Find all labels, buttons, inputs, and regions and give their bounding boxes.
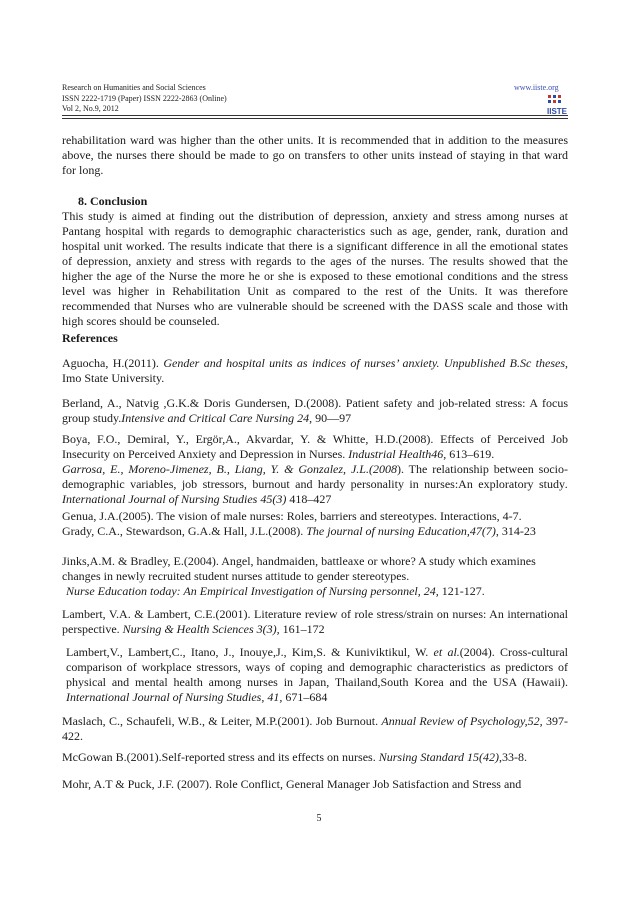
- ref-boya: Boya, F.O., Demiral, Y., Ergör,A., Akvardar, Y. & Whitte, H.D.(2008). Effects of Perceived Job Insecurity on Perceived Anxiety and Depression in Nurses. Industrial Health46, 613–619.: [62, 432, 568, 461]
- references-heading: References: [62, 331, 118, 345]
- journal-title: Research on Humanities and Social Sciences: [62, 83, 206, 92]
- issn-line: ISSN 2222-1719 (Paper) ISSN 2222-2863 (Online): [62, 93, 227, 103]
- logo-text: IISTE: [547, 107, 567, 116]
- page-number: 5: [316, 813, 322, 824]
- ref-garrosa: Garrosa, E., Moreno-Jimenez, B., Liang, Y. & Gonzalez, J.L.(2008). The relationship between socio-demographic variables, job stressors, burnout and hardy personality in nurses:An exploratory study. International Journal of Nursing Studies 45(3) 418–427: [62, 462, 568, 506]
- conclusion-section: [62, 194, 568, 329]
- conclusion-text: This study is aimed at finding out the distribution of depression, anxiety and stress among nurses at Pantang hospital with regards to demographic characteristics such as age, gender, rank, duration and hospital unit worked. The results indicate that there is a significant difference in all the emotional states of depression, anxiety and stress with regards to the ages of the nurses. The results showed that the higher the age of the Nurse the more he or she is exposed to these emotional conditions and the stress level was higher in Rehabilitation Unit as compared to the rest of the Units. It was therefore recommended that Nurses who are vulnerable should be screened with the DASS scale and those with high scores should be counseled.: [62, 209, 568, 328]
- ref-aguocha: Aguocha, H.(2011). Gender and hospital units as indices of nurses’ anxiety. Unpublished B.Sc theses, Imo State University.: [62, 356, 568, 385]
- intro-paragraph: rehabilitation ward was higher than the other units. It is recommended that in addition to the measures above, the nurses there should be made to go on transfers to other units instead of staying in that ward for long.: [62, 133, 568, 177]
- references-section: [62, 331, 568, 346]
- ref-lambert-2001: Lambert, V.A. & Lambert, C.E.(2001). Literature review of role stress/strain on nurses: An international perspective. Nursing & Health Sciences 3(3), 161–172: [62, 607, 568, 636]
- ref-genua: Genua, J.A.(2005). The vision of male nurses: Roles, barriers and stereotypes. Interactions, 4-7.: [62, 509, 522, 523]
- ref-grady: Grady, C.A., Stewardson, G.A.& Hall, J.L.(2008). The journal of nursing Education,47(7), 314-23: [62, 524, 536, 538]
- ref-maslach: Maslach, C., Schaufeli, W.B., & Leiter, M.P.(2001). Job Burnout. Annual Review of Psychology,52, 397-422.: [62, 714, 568, 743]
- ref-mohr: Mohr, A.T & Puck, J.F. (2007). Role Conflict, General Manager Job Satisfaction and Stress and: [62, 777, 522, 791]
- ref-jinks: Jinks,A.M. & Bradley, E.(2004). Angel, handmaiden, battleaxe or whore? A study which examines changes in newly recruited student nurses attitude to gender stereotypes. Nurse Education today: An Empirical Investigation of Nursing personnel, 24, 121-127.: [62, 554, 536, 598]
- conclusion-heading: 8. Conclusion: [78, 194, 148, 208]
- iiste-logo: [547, 94, 567, 116]
- journal-url-link[interactable]: www.iiste.org: [514, 83, 559, 92]
- ref-mcgowan: McGowan B.(2001).Self-reported stress and its effects on nurses. Nursing Standard 15(42),33-8.: [62, 750, 527, 764]
- ref-berland: Berland, A., Natvig ,G.K.& Doris Gundersen, D.(2008). Patient safety and job-related stress: A focus group study.Intensive and Critical Care Nursing 24, 90—97: [62, 396, 568, 425]
- ref-lambert-2004: Lambert,V., Lambert,C., Itano, J., Inouye,J., Kim,S. & Kuniviktikul, W. et al.(2004). Cross-cultural comparison of workplace stressors, ways of coping and demographic characteristics as predictors of physical and mental health among nurses in Japan, Thailand,South Korea and the USA (Hawaii). International Journal of Nursing Studies, 41, 671–684: [66, 645, 568, 704]
- volume-line: Vol 2, No.9, 2012: [62, 104, 119, 113]
- header-rule-bottom: [62, 118, 568, 119]
- journal-header: [62, 83, 227, 115]
- header-rule-top: [62, 115, 568, 116]
